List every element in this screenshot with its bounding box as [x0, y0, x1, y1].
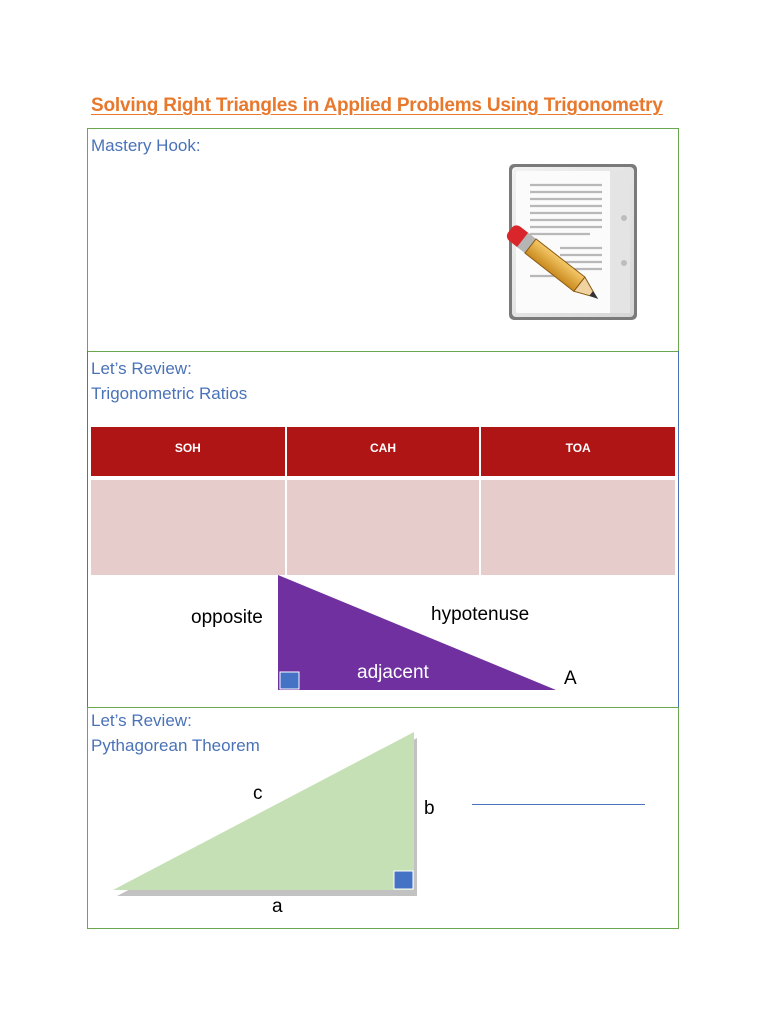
trig-review-heading: Let’s Review:	[91, 359, 192, 378]
pythagorean-review-heading: Let’s Review:	[91, 711, 192, 730]
mastery-hook-label: Mastery Hook:	[91, 136, 201, 155]
side-c-label: c	[253, 783, 263, 804]
trig-triangle-diagram	[0, 570, 768, 700]
table-cell-soh	[91, 478, 286, 575]
table-header-cah: CAH	[286, 427, 481, 478]
table-cell-toa	[480, 478, 675, 575]
document-with-pencil-icon	[490, 160, 650, 330]
side-a-label: a	[272, 896, 283, 917]
trig-ratios-table	[91, 427, 675, 575]
table-cell-cah	[286, 478, 481, 575]
answer-blank-line	[472, 804, 645, 805]
green-right-triangle	[113, 732, 414, 890]
table-header-toa: TOA	[480, 427, 675, 478]
angle-a-label: A	[564, 668, 577, 689]
right-angle-marker	[394, 871, 413, 889]
adjacent-label: adjacent	[357, 662, 429, 683]
hypotenuse-label: hypotenuse	[431, 604, 530, 625]
trig-review-subheading: Trigonometric Ratios	[91, 384, 248, 403]
table-header-soh: SOH	[91, 427, 286, 478]
document-title: Solving Right Triangles in Applied Problems Using Trigonometry	[91, 95, 663, 116]
right-angle-marker	[280, 672, 299, 689]
side-b-label: b	[424, 798, 435, 819]
pythagorean-triangle-diagram	[0, 725, 768, 925]
pythagorean-review-subheading: Pythagorean Theorem	[91, 736, 260, 755]
opposite-label: opposite	[191, 607, 263, 628]
